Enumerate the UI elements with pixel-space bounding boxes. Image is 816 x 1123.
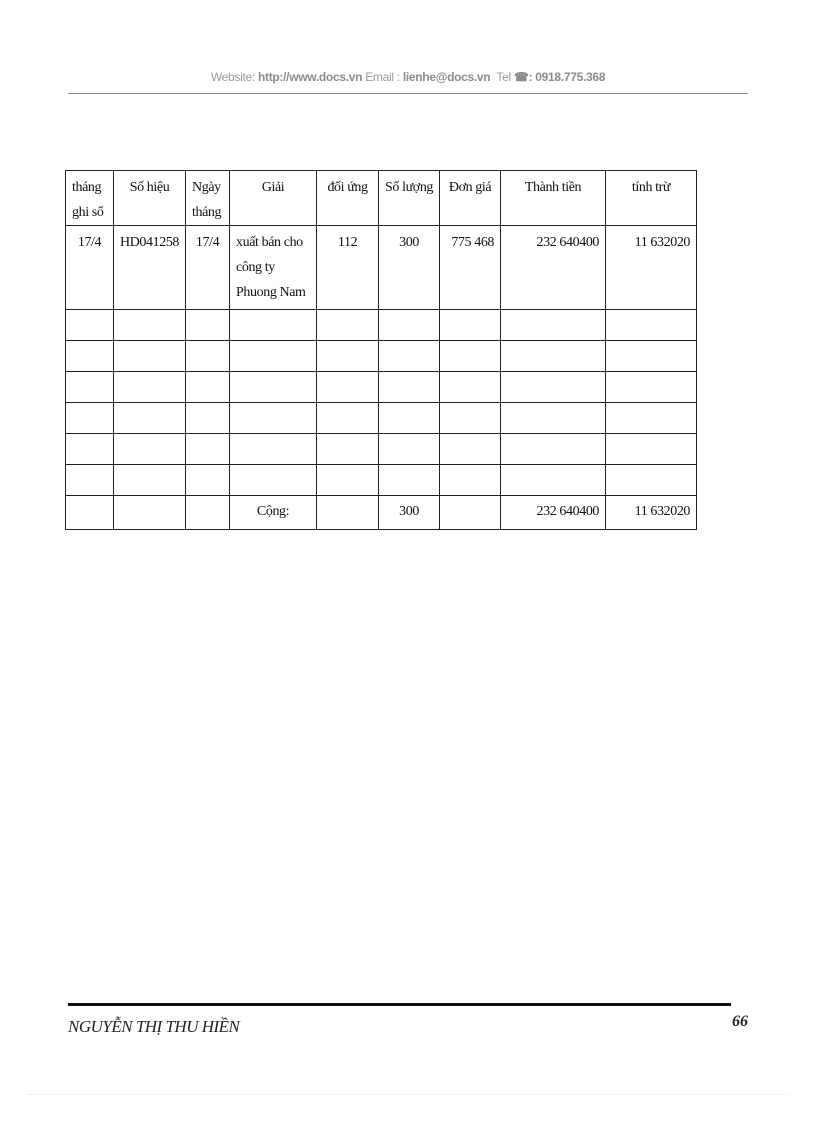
header-divider	[68, 93, 748, 94]
page-edge-divider	[28, 1094, 788, 1095]
page-header	[0, 70, 816, 84]
footer-divider	[68, 1003, 731, 1006]
email-label: Email :	[365, 70, 400, 84]
column-header-unit-price: Đơn giá	[440, 171, 501, 226]
cell-deduction: 11 632020	[606, 226, 697, 310]
author-name: NGUYỄN THỊ THU HIỀN	[68, 1017, 240, 1036]
cell-account: 112	[317, 226, 379, 310]
total-amount: 232 640400	[501, 496, 606, 530]
cell-amount: 232 640400	[501, 226, 606, 310]
column-header-description: Giải	[230, 171, 317, 226]
page-number: 66	[732, 1013, 748, 1030]
cell-description: xuất bán cho công ty Phuong Nam	[230, 226, 317, 310]
website-url[interactable]: http://www.docs.vn	[257, 70, 363, 84]
phone-number: : 0918.775.368	[528, 70, 606, 84]
empty-row	[66, 434, 697, 465]
empty-row	[66, 403, 697, 434]
total-quantity: 300	[379, 496, 440, 530]
column-header-doc-date: Ngày tháng	[186, 171, 230, 226]
total-deduction: 11 632020	[606, 496, 697, 530]
cell-unit-price: 775 468	[440, 226, 501, 310]
empty-row	[66, 465, 697, 496]
table-row	[66, 226, 697, 310]
empty-row	[66, 341, 697, 372]
column-header-quantity: Số lượng	[379, 171, 440, 226]
phone-icon: ☎	[513, 70, 529, 84]
website-label: Website:	[210, 70, 255, 84]
cell-quantity: 300	[379, 226, 440, 310]
email-address[interactable]: lienhe@docs.vn	[402, 70, 491, 84]
column-header-deduction: tính trừ	[606, 171, 697, 226]
empty-row	[66, 372, 697, 403]
table-header-row	[66, 171, 697, 226]
total-label: Cộng:	[230, 496, 317, 530]
cell-doc-number: HD041258	[114, 226, 186, 310]
empty-row	[66, 310, 697, 341]
column-header-date: tháng ghi sổ	[66, 171, 114, 226]
column-header-amount: Thành tiền	[501, 171, 606, 226]
column-header-account: đối ứng	[317, 171, 379, 226]
column-header-doc-number: Số hiệu	[114, 171, 186, 226]
cell-doc-date: 17/4	[186, 226, 230, 310]
total-row	[66, 496, 697, 530]
cell-date: 17/4	[66, 226, 114, 310]
ledger-table	[65, 170, 697, 530]
tel-label: Tel	[496, 70, 511, 84]
